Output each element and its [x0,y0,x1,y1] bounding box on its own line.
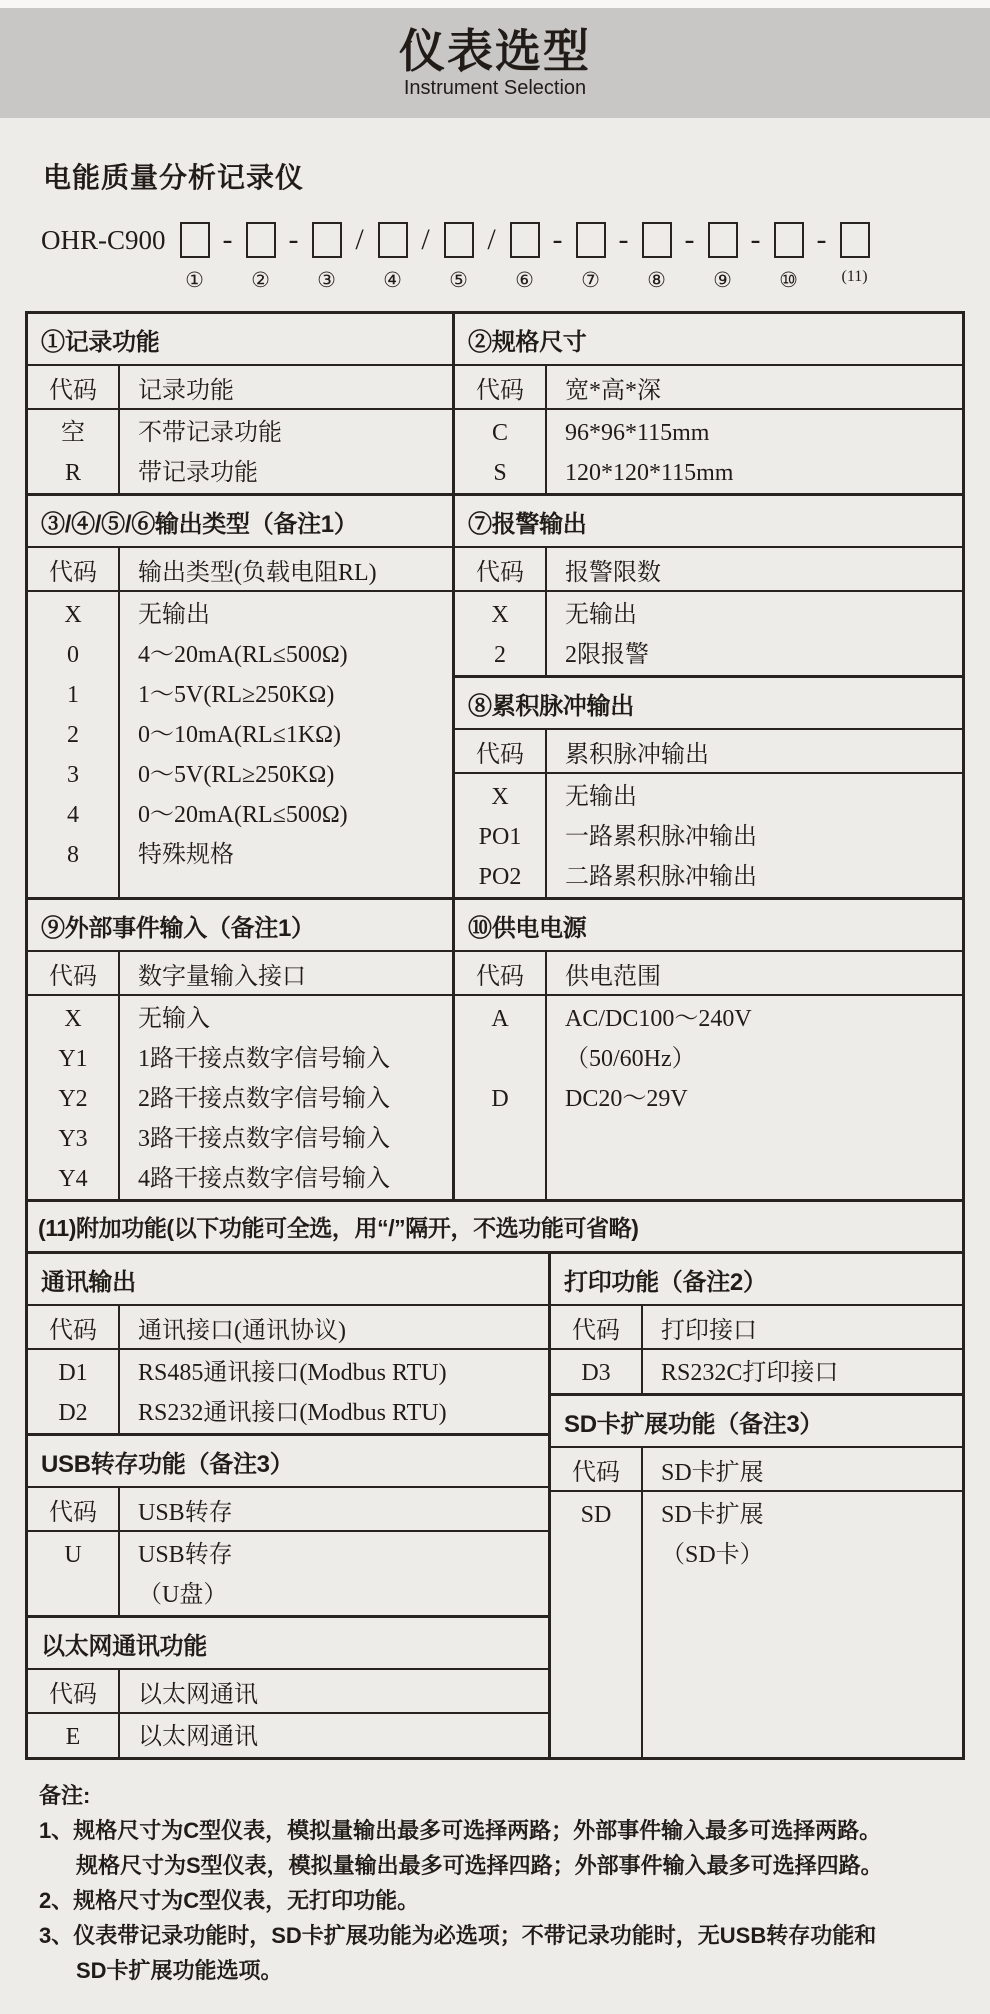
model-slot-index: ⑧ [647,268,666,292]
model-separator: - [750,223,761,256]
code-cell: E [65,1724,81,1750]
content [0,118,990,2014]
selection-table [25,311,965,1760]
desc-cell: 无输出 [565,602,637,628]
model-separator: - [618,223,629,256]
code-cell: X [64,1006,82,1032]
note-item: 2、规格尺寸为C型仪表，无打印功能。 [39,1888,420,1913]
page-title: 仪表选型 [399,25,591,78]
section-header-row [455,730,962,774]
model-slot [180,218,246,293]
section-header-row [28,952,452,996]
model-slot-index: ① [185,268,204,292]
code-cell: 2 [67,722,79,748]
section-title: ③/④/⑤/⑥输出类型（备注1） [28,496,452,548]
code-cell: U [64,1542,82,1568]
desc-cell: SD卡扩展 [661,1502,764,1528]
desc-cell: 1～5V(RL≥250KΩ) [138,682,335,708]
section-header-row [28,1488,548,1532]
code-cell: D1 [58,1360,88,1386]
column-header-code: 代码 [28,366,120,408]
section-additional-functions-title: (11)附加功能(以下功能可全选，用“/”隔开，不选功能可省略) [28,1199,962,1251]
model-slot-index: ⑩ [779,268,798,292]
desc-cell: （50/60Hz） [565,1046,696,1072]
desc-cell: 以太网通讯 [138,1724,258,1750]
desc-cell: 一路累积脉冲输出 [565,824,757,850]
product-name: 电能质量分析记录仪 [43,162,305,193]
section-header-row [455,366,962,410]
desc-cell: 4～20mA(RL≤500Ω) [138,642,348,668]
model-separator: - [816,223,827,256]
column-header-desc: 打印接口 [661,1317,757,1344]
code-cell: D [491,1086,509,1112]
note-item: 规格尺寸为S型仪表，模拟量输出最多可选择四路；外部事件输入最多可选择四路。 [76,1853,883,1878]
model-separator: - [684,223,695,256]
column-header-desc: 记录功能 [138,377,234,404]
column-header-code: 代码 [28,1306,120,1348]
column-header-code: 代码 [28,1670,120,1712]
section-title: ⑦报警输出 [455,496,962,548]
column-header-desc: 输出类型(负载电阻RL) [138,559,377,586]
model-slot [642,218,708,293]
section-sd-card [551,1393,962,1757]
model-slot-index: ② [251,268,270,292]
model-slot-index: ④ [383,268,402,292]
model-separator: / [355,223,364,256]
desc-cell: 特殊规格 [138,842,234,868]
section-header-row [28,1670,548,1714]
model-slot [576,218,642,293]
desc-cell: RS232通讯接口(Modbus RTU) [138,1400,447,1426]
desc-cell: 0～20mA(RL≤500Ω) [138,802,348,828]
code-cell: 3 [67,762,79,788]
code-cell: Y2 [58,1086,88,1112]
model-slot-index: ⑤ [449,268,468,292]
section-print-function [551,1254,962,1393]
model-slot [444,218,510,293]
model-code-line [41,218,965,293]
model-slot [774,218,840,293]
code-cell [28,1575,118,1615]
section-rows [455,774,962,897]
desc-cell: 不带记录功能 [138,420,282,446]
section-power-supply [455,900,962,1199]
section-rows [551,1350,962,1393]
desc-cell: 96*96*115mm [565,420,710,446]
column-header-desc: SD卡扩展 [661,1459,764,1486]
code-cell: SD [580,1502,612,1528]
table-band-2 [28,493,962,897]
model-separator: / [421,223,430,256]
code-cell: D3 [581,1360,611,1386]
desc-cell: 4路干接点数字信号输入 [138,1166,390,1192]
column-header-code: 代码 [455,548,547,590]
section-header-row [28,548,452,592]
column-header-desc: 报警限数 [565,559,661,586]
section-title: 打印功能（备注2） [551,1254,962,1306]
model-slot [246,218,312,293]
model-slot [510,218,576,293]
note-item: SD卡扩展功能选项。 [76,1958,283,1983]
section-title: USB转存功能（备注3） [28,1436,548,1488]
model-slot-box [510,222,540,258]
code-cell: Y3 [58,1126,88,1152]
model-slot-box [642,222,672,258]
desc-cell: 无输入 [138,1006,210,1032]
section-ethernet [28,1615,548,1757]
model-prefix: OHR-C900 [41,225,166,255]
desc-cell: 无输出 [565,784,637,810]
code-cell: X [64,602,82,628]
section-rows [551,1492,962,1757]
table-band-3 [28,897,962,1199]
model-slot [312,218,378,293]
notes [39,1778,965,1988]
desc-cell: 二路累积脉冲输出 [565,864,757,890]
model-slot [840,218,906,293]
code-cell [455,1039,545,1079]
model-slot [378,218,444,293]
code-cell: PO2 [478,864,522,890]
model-slot-index: ⑥ [515,268,534,292]
section-header-row [455,548,962,592]
section-title: ⑩供电电源 [455,900,962,952]
section-communication-output [28,1254,548,1433]
section-rows [455,410,962,493]
code-cell: X [491,602,509,628]
section-header-row [28,1306,548,1350]
desc-cell: 1路干接点数字信号输入 [138,1046,390,1072]
code-cell: 空 [61,420,85,446]
section-rows [28,996,452,1199]
model-slot-box [246,222,276,258]
column-header-desc: 累积脉冲输出 [565,741,709,768]
model-slot-box [180,222,210,258]
section-title: ⑨外部事件输入（备注1） [28,900,452,952]
model-separator: - [552,223,563,256]
code-cell: Y1 [58,1046,88,1072]
section-header-row [551,1448,962,1492]
model-separator: / [487,223,496,256]
section-title: SD卡扩展功能（备注3） [551,1396,962,1448]
model-slot [708,218,774,293]
section-external-event [28,900,452,1199]
code-cell: D2 [58,1400,88,1426]
code-cell: C [491,420,508,446]
column-header-code: 代码 [28,1488,120,1530]
model-slot-index: (11) [841,268,868,285]
column-header-code: 代码 [455,730,547,772]
section-rows [455,996,962,1199]
column-header-desc: 数字量输入接口 [138,963,306,990]
section-rows [28,1350,548,1433]
top-strip [0,0,990,8]
column-header-desc: 以太网通讯 [138,1681,258,1708]
model-slot-index: ⑦ [581,268,600,292]
column-header-code: 代码 [455,952,547,994]
desc-cell: （U盘） [138,1582,228,1608]
code-cell [551,1535,641,1575]
code-cell: 2 [494,642,506,668]
model-separator: - [288,223,299,256]
column-header-code: 代码 [455,366,547,408]
column-header-desc: 供电范围 [565,963,661,990]
model-slot-index: ⑨ [713,268,732,292]
section-title: 以太网通讯功能 [28,1618,548,1670]
section-header-row [551,1306,962,1350]
section-alarm-output [455,496,962,675]
desc-cell: 0～10mA(RL≤1KΩ) [138,722,341,748]
section-title: 通讯输出 [28,1254,548,1306]
code-cell: 8 [67,842,79,868]
section-rows [455,592,962,675]
desc-cell: 无输出 [138,602,210,628]
model-slot-box [774,222,804,258]
desc-cell: （SD卡） [661,1542,764,1568]
desc-cell: 带记录功能 [138,460,258,486]
column-header-code: 代码 [551,1448,643,1490]
desc-cell: 120*120*115mm [565,460,734,486]
page-banner [0,8,990,118]
code-cell: A [491,1006,509,1032]
note-item: 3、仪表带记录功能时，SD卡扩展功能为必选项；不带记录功能时，无USB转存功能和 [39,1923,877,1948]
section-rows [28,1532,548,1615]
section-output-type [28,496,452,897]
code-cell: Y4 [58,1166,88,1192]
column-header-code: 代码 [551,1306,643,1348]
model-slot-box [444,222,474,258]
code-cell: X [491,784,509,810]
desc-cell: RS232C打印接口 [661,1360,839,1386]
section-record-function [28,314,452,493]
section-header-row [28,366,452,410]
column-header-desc: 通讯接口(通讯协议) [138,1317,346,1344]
page-subtitle: Instrument Selection [403,76,587,99]
code-cell: 0 [67,642,79,668]
model-slot-box [708,222,738,258]
desc-cell: 2限报警 [565,642,649,668]
model-slots [180,218,906,293]
section-rows [28,1714,548,1757]
section-rows [28,410,452,493]
table-band-1 [28,314,962,493]
section-usb-transfer [28,1433,548,1615]
model-slot-box [576,222,606,258]
notes-title: 备注: [39,1783,91,1808]
code-cell: 4 [67,802,79,828]
column-header-code: 代码 [28,548,120,590]
code-cell: R [64,460,81,486]
column-header-desc: 宽*高*深 [565,377,661,404]
desc-cell: 3路干接点数字信号输入 [138,1126,390,1152]
column-header-desc: USB转存 [138,1499,233,1526]
section-title: ⑧累积脉冲输出 [455,678,962,730]
model-separator: - [222,223,233,256]
desc-cell: USB转存 [138,1542,233,1568]
section-title: ②规格尺寸 [455,314,962,366]
code-cell: S [493,460,507,486]
desc-cell: DC20～29V [565,1086,688,1112]
model-slot-index: ③ [317,268,336,292]
code-cell: PO1 [478,824,522,850]
desc-cell: AC/DC100～240V [565,1006,752,1032]
section-pulse-output [455,675,962,897]
section-title: ①记录功能 [28,314,452,366]
column-header-code: 代码 [28,952,120,994]
section-header-row [455,952,962,996]
model-slot-box [378,222,408,258]
code-cell: 1 [67,682,79,708]
desc-cell: 0～5V(RL≥250KΩ) [138,762,335,788]
desc-cell: 2路干接点数字信号输入 [138,1086,390,1112]
model-slot-box [840,222,870,258]
section-size [455,314,962,493]
section-rows [28,592,452,897]
table-band-4 [28,1251,962,1757]
note-item: 1、规格尺寸为C型仪表，模拟量输出最多可选择两路；外部事件输入最多可选择两路。 [39,1818,882,1843]
desc-cell: RS485通讯接口(Modbus RTU) [138,1360,447,1386]
model-slot-box [312,222,342,258]
